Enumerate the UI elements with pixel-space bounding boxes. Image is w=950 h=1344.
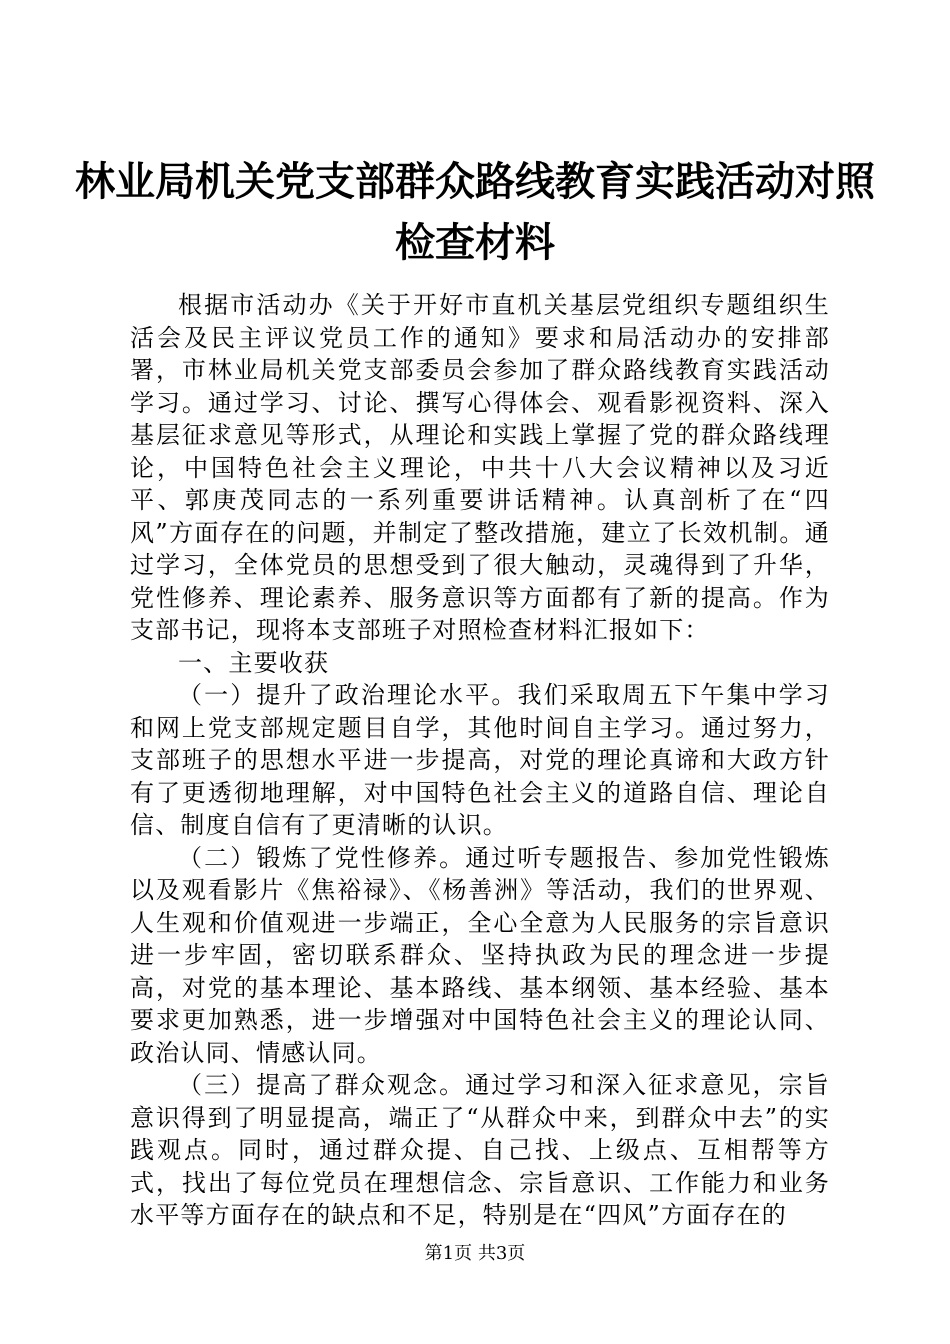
section-heading-main-gains: 一、主要收获	[178, 648, 330, 677]
body-paragraph-2: （二）锻炼了党性修养。通过听专题报告、参加党性锻炼以及观看影片《焦裕禄》、《杨善洲》等活动，我们的世界观、人生观和价值观进一步端正，全心全意为人民服务的宗旨意识进一步牢固，密切联系群众、坚持执政为民的理念进一步提高，对党的基本理论、基本路线、基本纲领、基本经验、基本要求更加熟悉，进一步增强对中国特色社会主义的理论认同、政治认同、情感认同。	[130, 843, 830, 1067]
body-paragraph-3: （三）提高了群众观念。通过学习和深入征求意见，宗旨意识得到了明显提高，端正了“从群众中来，到群众中去”的实践观点。同时，通过群众提、自己找、上级点、互相帮等方式，找出了每位党员在理想信念、宗旨意识、工作能力和业务水平等方面存在的缺点和不足，特别是在“四风”方面存在的	[130, 1071, 830, 1229]
document-body	[130, 289, 830, 1232]
body-paragraph-1: （一）提升了政治理论水平。我们采取周五下午集中学习和网上党支部规定题目自学，其他时间自主学习。通过努力，支部班子的思想水平进一步提高，对党的理论真谛和大政方针有了更透彻地理解，对中国特色社会主义的道路自信、理论自信、制度自信有了更清晰的认识。	[130, 681, 830, 839]
page-footer: 第1页 共3页	[424, 1243, 526, 1264]
body-paragraph-intro: 根据市活动办《关于开好市直机关基层党组织专题组织生活会及民主评议党员工作的通知》要求和局活动办的安排部署，市林业局机关党支部委员会参加了群众路线教育实践活动学习。通过学习、讨论、撰写心得体会、观看影视资料、深入基层征求意见等形式，从理论和实践上掌握了党的群众路线理论，中国特色社会主义理论，中共十八大会议精神以及习近平、郭庚茂同志的一系列重要讲话精神。认真剖析了在“四风”方面存在的问题，并制定了整改措施，建立了长效机制。通过学习，全体党员的思想受到了很大触动，灵魂得到了升华，党性修养、理论素养、服务意识等方面都有了新的提高。作为支部书记，现将本支部班子对照检查材料汇报如下：	[130, 291, 830, 644]
document-title-line-1: 林业局机关党支部群众路线教育实践活动对照	[75, 159, 875, 205]
document-title-line-2: 检查材料	[395, 220, 555, 266]
